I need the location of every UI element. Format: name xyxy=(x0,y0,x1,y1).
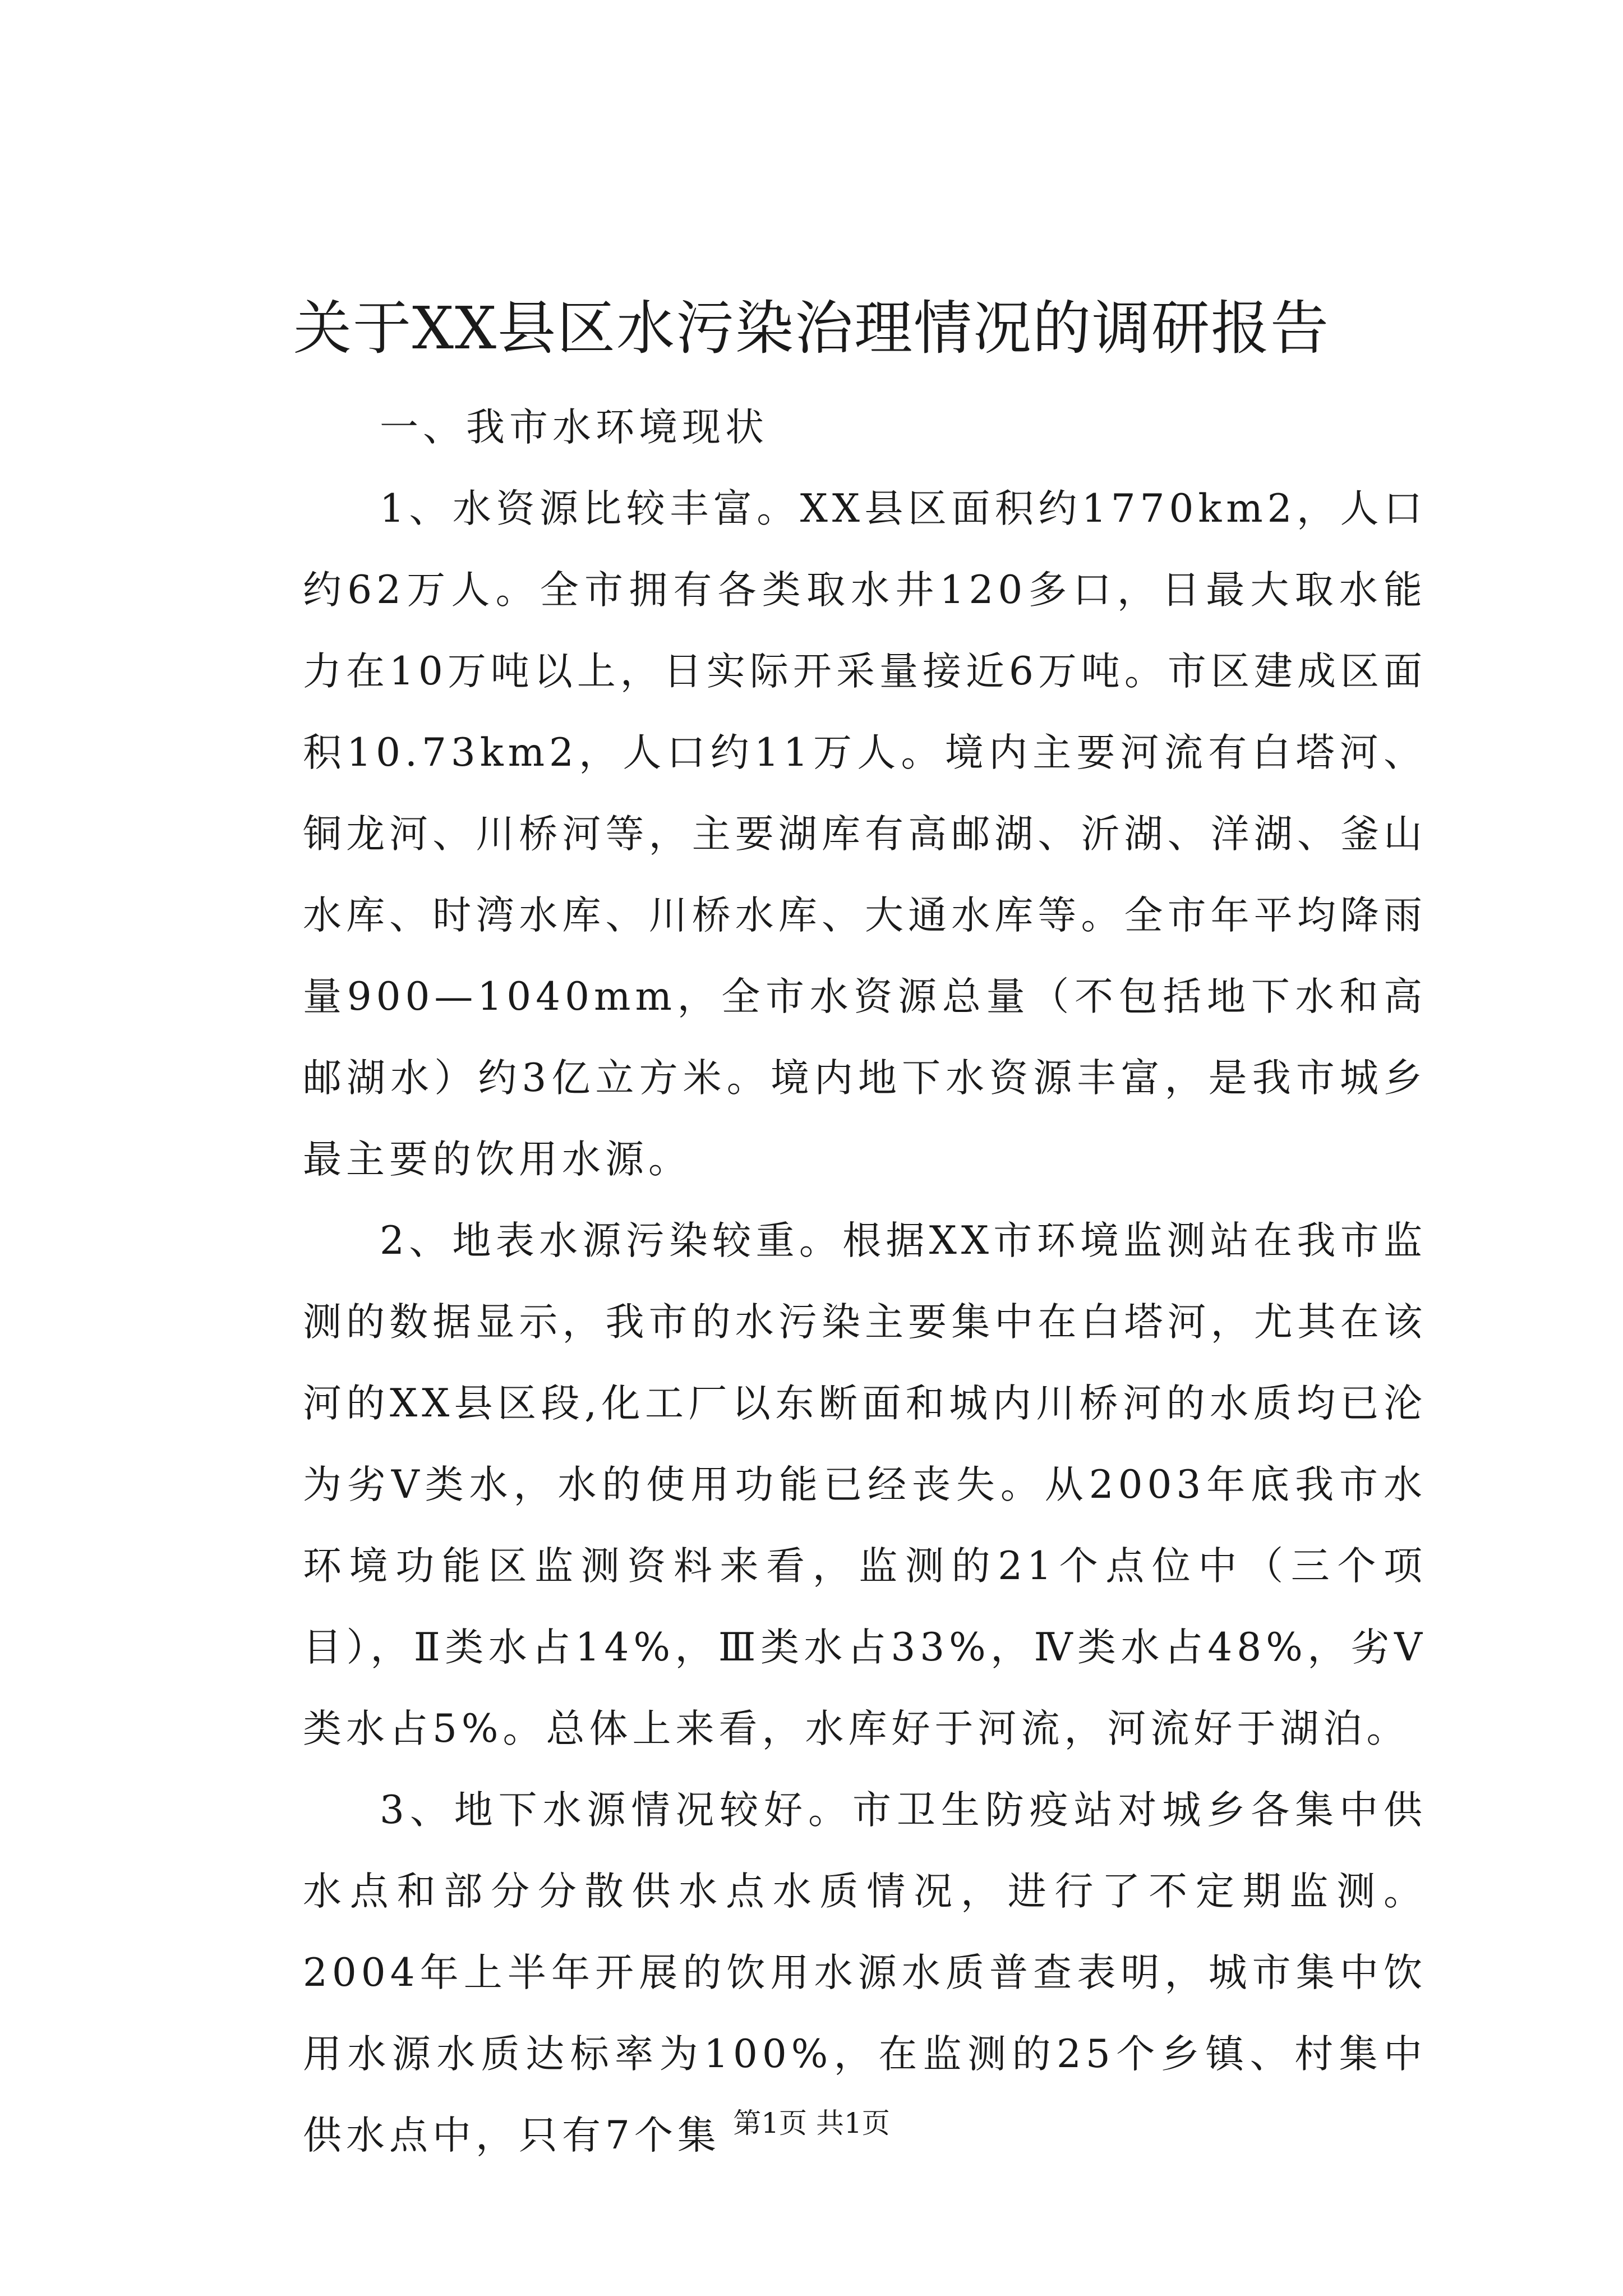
page-footer: 第1页 共1页 xyxy=(733,2107,890,2139)
paragraph-groundwater: 3、地下水源情况较好。市卫生防疫站对城乡各集中供水点和部分分散供水点水质情况，进行了不定期监测。2004年上半年开展的饮用水源水质普查表明，城市集中饮用水源水质达标率为100%，在监测的25个乡镇、村集中供水点中，只有7个集 xyxy=(303,1788,1427,2158)
document-body xyxy=(303,387,1427,2177)
section-heading: 一、我市水环境现状 xyxy=(380,405,768,450)
paragraph-surface-water-pollution: 2、地表水源污染较重。根据XX市环境监测站在我市监测的数据显示，我市的水污染主要集中在白塔河，尤其在该河的XX县区段,化工厂以东断面和城内川桥河的水质均已沦为劣V类水，水的使用功能已经丧失。从2003年底我市水环境功能区监测资料来看，监测的21个点位中（三个项目），Ⅱ类水占14%，Ⅲ类水占33%，Ⅳ类水占48%，劣Ⅴ类水占5%。总体上来看，水库好于河流，河流好于湖泊。 xyxy=(303,1218,1427,1751)
document-title: 关于XX县区水污染治理情况的调研报告 xyxy=(293,294,1330,362)
paragraph-water-resources: 1、水资源比较丰富。XX县区面积约1770km2，人口约62万人。全市拥有各类取水井120多口，日最大取水能力在10万吨以上，日实际开采量接近6万吨。市区建成区面积10.73km2，人口约11万人。境内主要河流有白塔河、铜龙河、川桥河等，主要湖库有高邮湖、沂湖、洋湖、釜山水库、时湾水库、川桥水库、大通水库等。全市年平均降雨量900—1040mm，全市水资源总量（不包括地下水和高邮湖水）约3亿立方米。境内地下水资源丰富，是我市城乡最主要的饮用水源。 xyxy=(303,486,1427,1182)
